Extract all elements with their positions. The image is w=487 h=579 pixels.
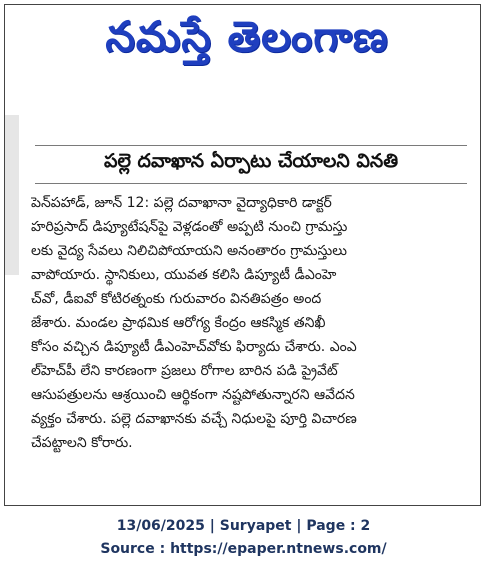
body-line: వ్యక్తం చేశారు. పల్లె దవాఖానకు వచ్చే నిధులపై పూర్తి విచారణ	[31, 411, 357, 427]
headline-bottom-rule	[35, 183, 467, 184]
gray-margin-band	[5, 115, 19, 275]
newspaper-masthead-logo: నమస్తే తెలంగాణ	[105, 12, 389, 61]
body-line: లకు వైద్య సేవలు నిలిచిపోయాయని అనంతారం గ్రామస్తులు	[31, 243, 347, 259]
date-page-caption: 13/06/2025 | Suryapet | Page : 2	[116, 518, 371, 534]
body-line: కోసం వచ్చిన డిప్యూటీ డీఎంహెచ్‌వోకు ఫిర్యాదు చేశారు. ఎంఎ	[31, 339, 357, 355]
body-line: పెన్‌పహాడ్, జూన్ 12: పల్లె దవాఖానా వైద్యాధికారి డాక్టర్	[31, 195, 332, 211]
article-headline: పల్లె దవాఖాన ఏర్పాటు చేయాలని వినతి	[103, 149, 399, 172]
body-line: వాపోయారు. స్థానికులు, యువత కలిసి డిప్యూటీ డీఎంహె	[31, 267, 337, 283]
source-caption: Source : https://epaper.ntnews.com/	[100, 541, 387, 557]
clipping-frame	[4, 4, 481, 506]
headline-top-rule	[35, 145, 467, 146]
body-line: ఆసుపత్రులను ఆశ్రయించి ఆర్థికంగా నష్టపోతున్నారని ఆవేదన	[31, 387, 355, 403]
body-line: హరిప్రసాద్ డిప్యూటేషన్‌పై వెళ్లడంతో అప్పటి నుంచి గ్రామస్తు	[31, 219, 348, 235]
article-body	[31, 191, 473, 455]
body-line: ల్‌హెచ్‌పీ లేని కారణంగా ప్రజలు రోగాల బారిన పడి ప్రైవేట్	[31, 363, 338, 379]
body-line: జేశారు. మండల ప్రాథమిక ఆరోగ్య కేంద్రం ఆకస్మిక తనిఖీ	[31, 315, 326, 331]
body-line: చేపట్టాలని కోరారు.	[31, 435, 133, 451]
body-line: చ్‌వో, డీఐవో కోటిరత్నంకు గురువారం వినతిపత్రం అంద	[31, 291, 322, 307]
